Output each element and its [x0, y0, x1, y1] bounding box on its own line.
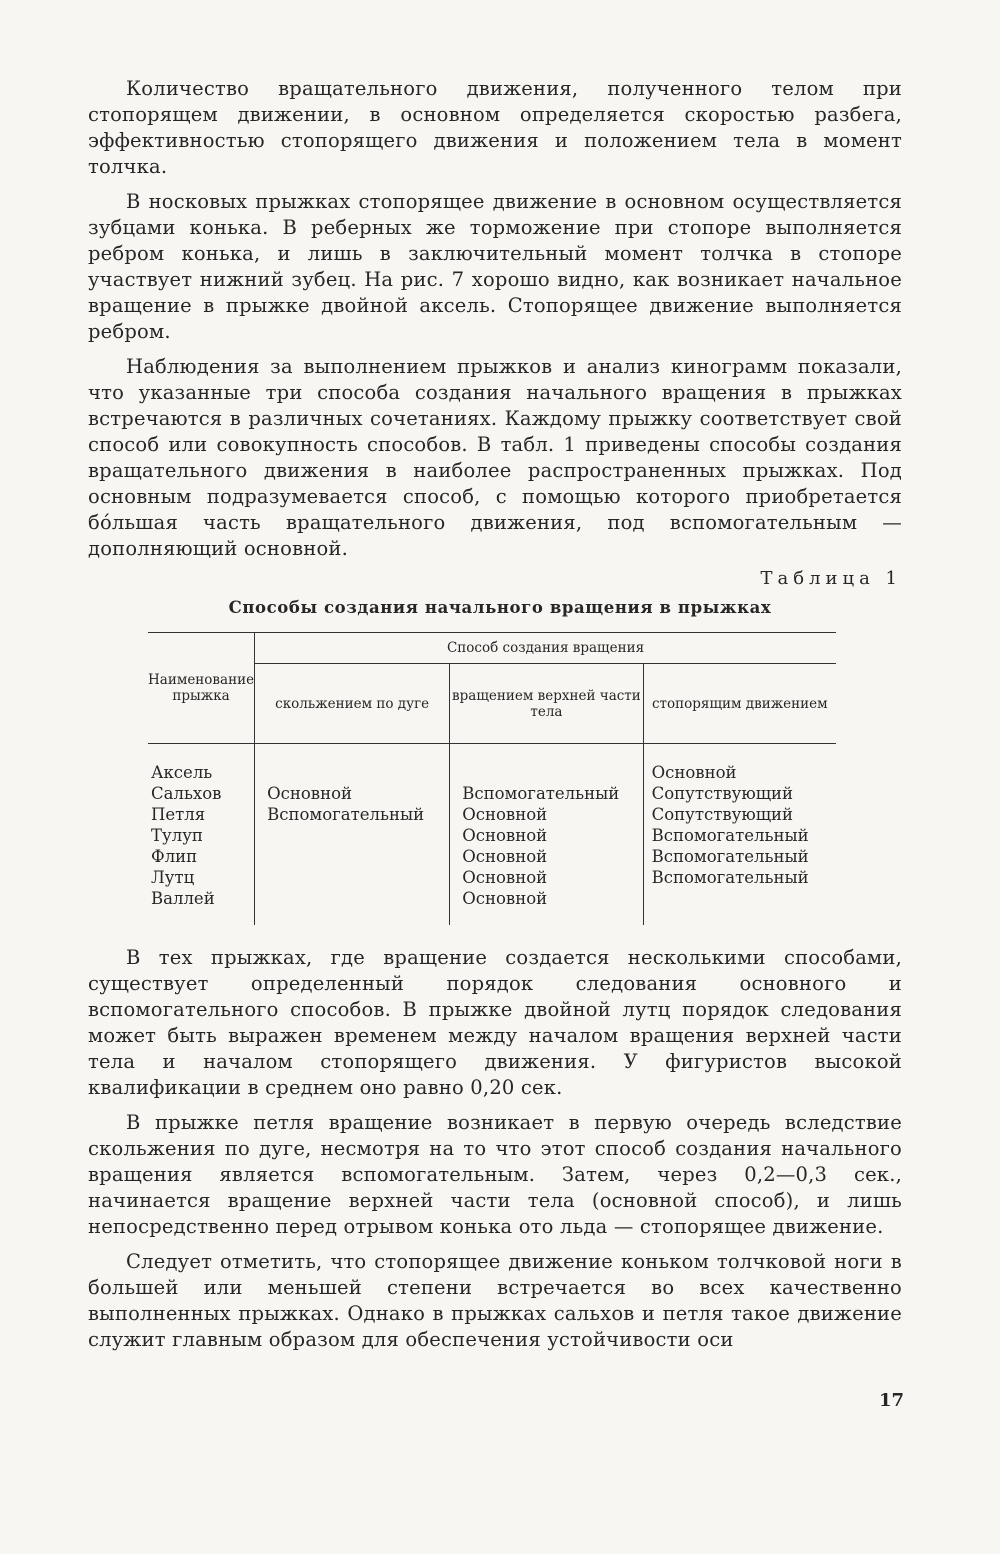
cell: Сопутствующий: [651, 784, 794, 803]
column-slide: [255, 744, 450, 926]
paragraph: Следует отметить, что стопорящее движение коньком толчковой ноги в большей или меньшей степени встречается во всех качественно выполненных прыжках. Однако в прыжках сальхов и петля такое движение служит главным образом для обеспечения устойчивости оси: [88, 1250, 902, 1351]
page-number: 17: [878, 1390, 904, 1411]
cell: Флип: [151, 847, 198, 866]
cell: Лутц: [151, 868, 195, 887]
cell: Основной: [651, 763, 737, 782]
paragraph: В тех прыжках, где вращение создается несколькими способами, существует определенный порядок следования основного и вспомогательного способов. В прыжке двойной лутц порядок следования может быть выражен временем между началом вращения верхней части тела и началом стопорящего движения. У фигуристов высокой квалификации в среднем оно равно 0,20 сек.: [88, 946, 902, 1099]
table-title: Способы создания начального вращения в прыжках: [228, 598, 772, 617]
column-rotation: [450, 744, 643, 926]
cell: Тулуп: [151, 826, 203, 845]
cell: Основной: [267, 784, 352, 803]
paragraph: В прыжке петля вращение возникает в первую очередь вследствие скольжения по дуге, несмотря на то что этот способ создания начального вращения является вспомогательным. Затем, через 0,2—0,3 сек., начинается вращение верхней части тела (основной способ), и лишь непосредственно перед отрывом конька ото льда — стопорящее движение.: [88, 1111, 902, 1238]
header-stop: стопорящим движением: [643, 664, 836, 744]
cell: Валлей: [151, 889, 215, 908]
cell: Основной: [462, 889, 548, 908]
cell: Аксель: [151, 763, 213, 782]
cell: Вспомогательный: [267, 805, 425, 824]
paragraph: В носковых прыжках стопорящее движение в основном осуществляется зубцами конька. В реберных же торможение при стопоре выполняется ребром конька, и лишь в заключительный момент толчка в стопоре участвует нижний зубец. На рис. 7 хорошо видно, как возникает начальное вращение в прыжке двойной аксель. Стопорящее движение выполняется ребром.: [88, 190, 902, 343]
jump-methods-table: [148, 632, 836, 925]
text-block-top: [88, 76, 902, 571]
cell: Вспомогательный: [651, 826, 809, 845]
cell: Сальхов: [151, 784, 222, 803]
cell: Вспомогательный: [651, 868, 809, 887]
cell: Вспомогательный: [651, 847, 809, 866]
cell: Петля: [151, 805, 206, 824]
header-slide: скольжением по дуге: [255, 664, 450, 744]
header-method-group: Способ создания вращения: [255, 633, 836, 664]
cell: Вспомогательный: [462, 784, 620, 803]
text-block-bottom: [88, 945, 902, 1362]
paragraph: Наблюдения за выполнением прыжков и анализ кинограмм показали, что указанные три способа создания начального вращения в прыжках встречаются в различных сочетаниях. Каждому прыжку соответствует свой способ или совокупность способов. В табл. 1 приведены способы создания вращательного движения в наиболее распространенных прыжках. Под основным подразумевается способ, с помощью которого приобретается бо́льшая часть вращательного движения, под вспомогательным — дополняющий основной.: [88, 355, 902, 560]
cell: Основной: [462, 805, 548, 824]
column-stop: [643, 744, 836, 926]
cell: Сопутствующий: [651, 805, 794, 824]
table-label: Таблица 1: [760, 568, 902, 589]
paragraph: Количество вращательного движения, полученного телом при стопорящем движении, в основном определяется скоростью разбега, эффективностью стопорящего движения и положением тела в момент толчка.: [88, 77, 902, 178]
cell: Основной: [462, 847, 548, 866]
cell: Основной: [462, 868, 548, 887]
column-jump-names: [148, 744, 255, 926]
cell: Основной: [462, 826, 548, 845]
header-rotation: вращением верхней части тела: [450, 664, 643, 744]
header-jump-name: Наименование прыжка: [148, 633, 255, 744]
